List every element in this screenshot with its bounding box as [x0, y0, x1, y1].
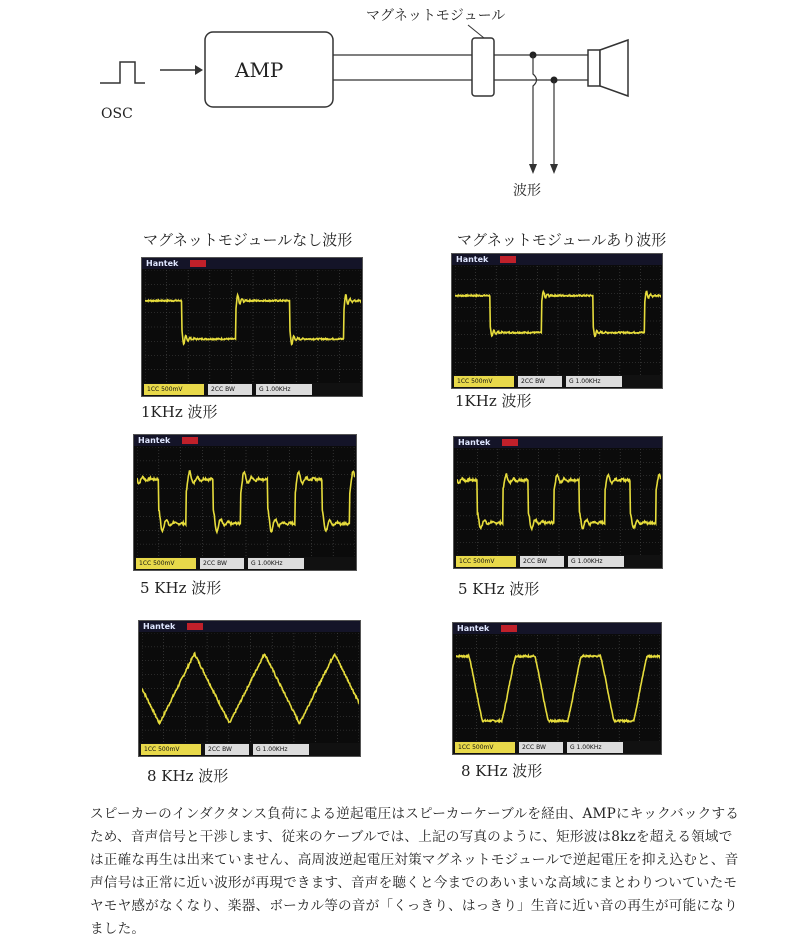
scope-settings-bar	[453, 741, 661, 754]
scope-settings-bar	[142, 383, 362, 396]
oscilloscope-5k-without	[133, 434, 357, 571]
explanation-paragraph: スピーカーのインダクタンス負荷による逆起電圧はスピーカーケーブルを経由、AMPにキックバックするため、音声信号と干渉します、従来のケーブルでは、上記の写真のように、矩形波は8kzを超える領域では正確な再生は出来ていません、高周波逆起電圧対策マグネットモジュールで逆起電圧を抑え込むと、音声信号は正常に近い波形が再現できます、音声を聴くと今までのあいまいな高域にまとわりついていたモヤモヤ感がなくなり、楽器、ボーカル等の音が「くっきり、はっきり」生音に近い音の再生が可能になりました。	[90, 806, 740, 937]
trigger-setting: G 1.00KHz	[566, 376, 622, 387]
scope-plot	[145, 270, 361, 384]
trigger-setting: G 1.00KHz	[568, 556, 624, 567]
scope-caption: 5 KHz 波形	[458, 580, 540, 598]
channel-1-setting: 1CC 500mV	[144, 384, 204, 395]
trigger-setting: G 1.00KHz	[567, 742, 623, 753]
scope-caption: 1KHz 波形	[141, 403, 218, 421]
scope-status-bar	[454, 437, 662, 448]
channel-1-setting: 1CC 500mV	[454, 376, 514, 387]
scope-status-bar	[134, 435, 356, 446]
channel-1-setting: 1CC 500mV	[456, 556, 516, 567]
scope-plot	[455, 266, 661, 376]
heading-with-module: マグネットモジュールあり波形	[457, 231, 667, 249]
scope-caption: 5 KHz 波形	[140, 579, 222, 597]
scope-run-indicator	[501, 625, 517, 632]
scope-run-indicator	[187, 623, 203, 630]
channel-2-setting: 2CC BW	[518, 376, 562, 387]
osc-pulse-symbol	[100, 62, 145, 83]
scope-brand: Hantek	[456, 255, 489, 264]
scope-brand: Hantek	[457, 624, 490, 633]
scope-status-bar	[453, 623, 661, 634]
oscilloscope-1k-with	[451, 253, 663, 389]
trigger-setting: G 1.00KHz	[253, 744, 309, 755]
heading-without-module: マグネットモジュールなし波形	[143, 231, 353, 249]
channel-2-setting: 2CC BW	[200, 558, 244, 569]
scope-run-indicator	[182, 437, 198, 444]
channel-1-setting: 1CC 500mV	[136, 558, 196, 569]
scope-status-bar	[452, 254, 662, 265]
scope-brand: Hantek	[143, 622, 176, 631]
oscilloscope-8k-without	[138, 620, 361, 757]
channel-1-setting: 1CC 500mV	[141, 744, 201, 755]
oscilloscope-1k-without	[141, 257, 363, 397]
scope-caption: 8 KHz 波形	[147, 767, 229, 785]
channel-2-setting: 2CC BW	[520, 556, 564, 567]
amp-label: AMP	[235, 58, 284, 82]
channel-2-setting: 2CC BW	[519, 742, 563, 753]
scope-caption: 1KHz 波形	[455, 392, 532, 410]
scope-settings-bar	[134, 557, 356, 570]
waveform-label: 波形	[513, 183, 541, 199]
oscilloscope-8k-with	[452, 622, 662, 755]
speaker-body	[588, 50, 600, 86]
scope-plot	[456, 635, 660, 742]
module-label: マグネットモジュール	[366, 8, 506, 24]
scope-run-indicator	[190, 260, 206, 267]
scope-run-indicator	[500, 256, 516, 263]
scope-plot	[137, 447, 355, 558]
trigger-setting: G 1.00KHz	[248, 558, 304, 569]
speaker-cone	[600, 40, 628, 96]
module-pointer	[468, 25, 484, 38]
scope-brand: Hantek	[458, 438, 491, 447]
scope-brand: Hantek	[138, 436, 171, 445]
probe-arrow-2	[550, 164, 558, 174]
channel-2-setting: 2CC BW	[208, 384, 252, 395]
trigger-setting: G 1.00KHz	[256, 384, 312, 395]
scope-plot	[142, 633, 359, 744]
scope-settings-bar	[454, 555, 662, 568]
circuit-diagram	[0, 0, 800, 210]
scope-settings-bar	[139, 743, 360, 756]
channel-1-setting: 1CC 500mV	[455, 742, 515, 753]
osc-label: OSC	[101, 106, 133, 122]
probe-arrow-1	[529, 164, 537, 174]
scope-run-indicator	[502, 439, 518, 446]
input-arrow-head	[195, 65, 203, 75]
scope-status-bar	[142, 258, 362, 269]
probe-lead-1	[533, 55, 537, 168]
scope-caption: 8 KHz 波形	[461, 762, 543, 780]
scope-settings-bar	[452, 375, 662, 388]
scope-status-bar	[139, 621, 360, 632]
channel-2-setting: 2CC BW	[205, 744, 249, 755]
magnet-module	[472, 38, 494, 96]
scope-brand: Hantek	[146, 259, 179, 268]
oscilloscope-5k-with	[453, 436, 663, 569]
scope-plot	[457, 449, 661, 556]
